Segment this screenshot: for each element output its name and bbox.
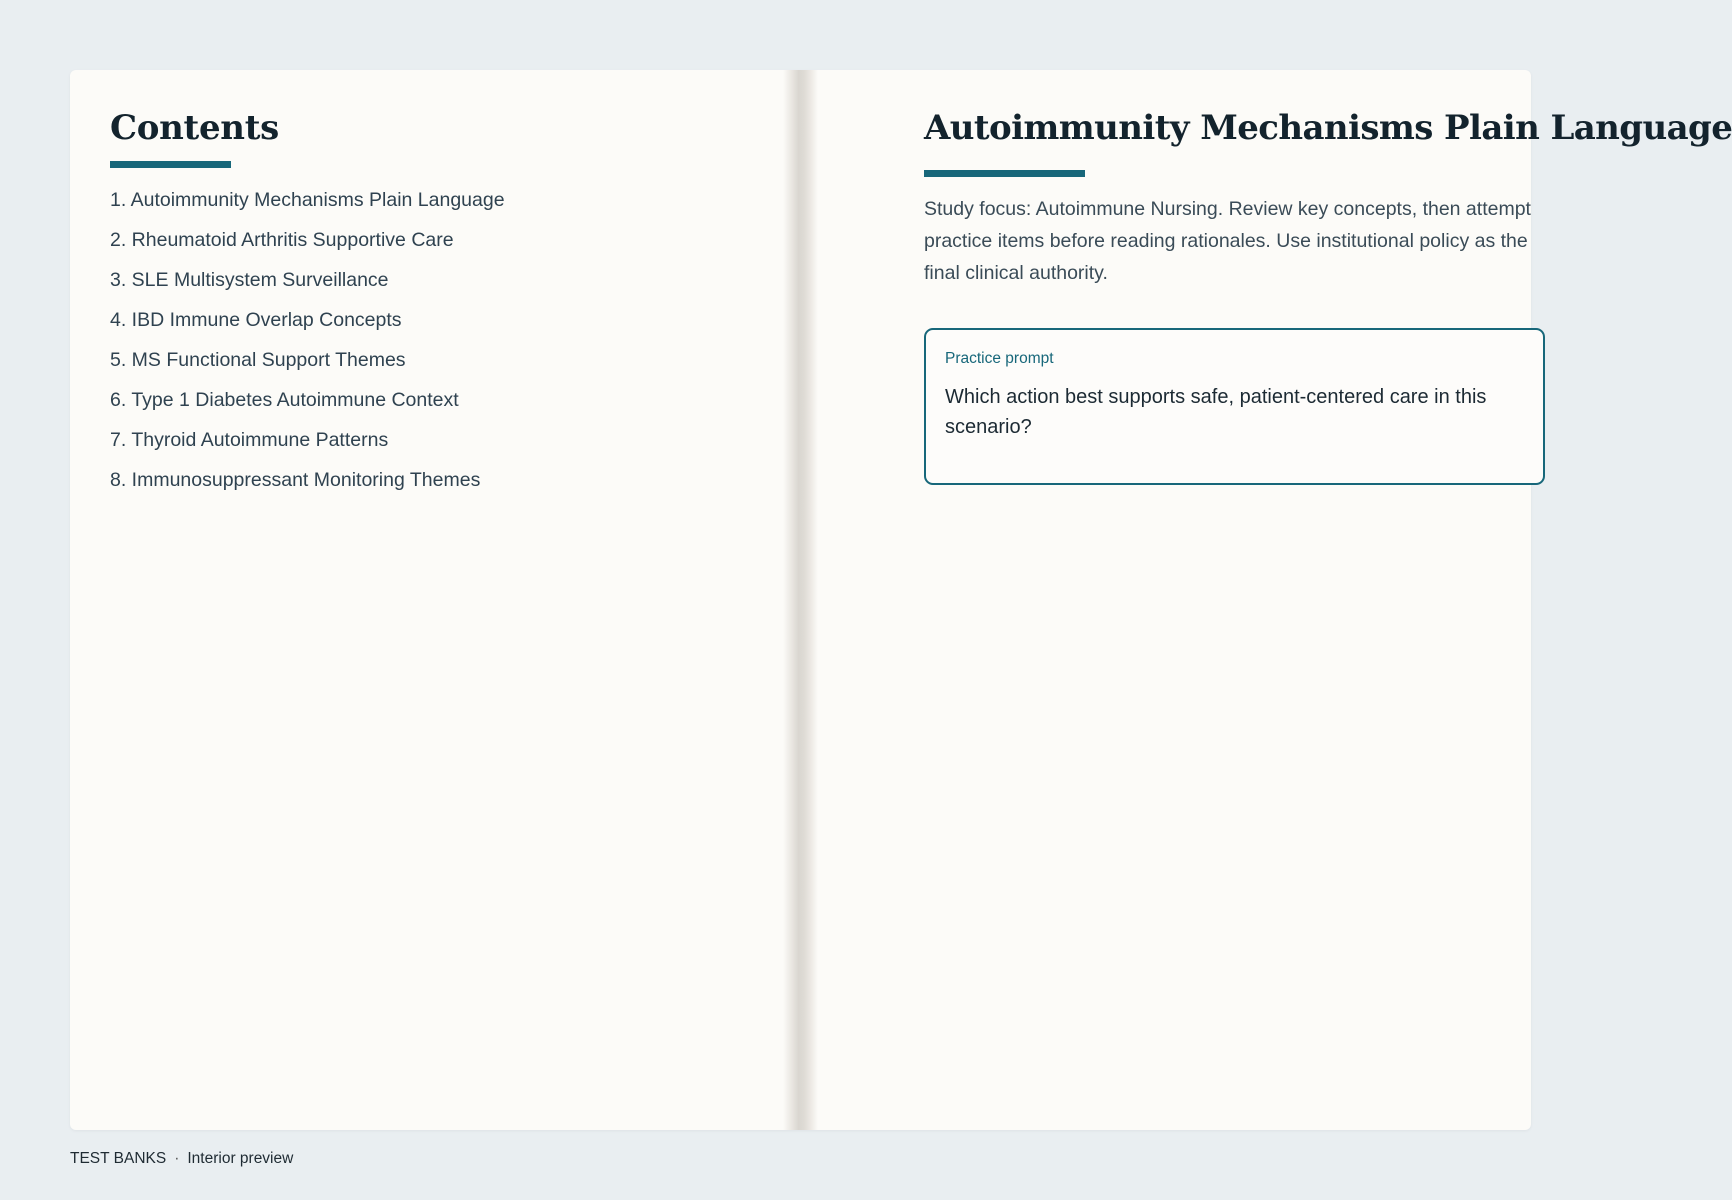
toc-item[interactable]: 6. Type 1 Diabetes Autoimmune Context bbox=[110, 389, 459, 411]
chapter-title: Autoimmunity Mechanisms Plain Language bbox=[924, 108, 1732, 148]
practice-prompt-question: Which action best supports safe, patient-centered care in this scenario? bbox=[945, 386, 1487, 438]
book-spread bbox=[70, 70, 1732, 1130]
toc-item[interactable]: 3. SLE Multisystem Surveillance bbox=[110, 269, 389, 291]
contents-title-underline bbox=[110, 161, 231, 168]
footer-brand: TEST BANKS bbox=[70, 1150, 167, 1167]
contents-title: Contents bbox=[110, 108, 279, 148]
practice-prompt-label: Practice prompt bbox=[945, 350, 1054, 367]
chapter-title-underline bbox=[924, 170, 1085, 177]
footer-label: Interior preview bbox=[187, 1150, 294, 1167]
book-spine bbox=[783, 70, 818, 1130]
toc-item[interactable]: 7. Thyroid Autoimmune Patterns bbox=[110, 429, 389, 451]
toc-item[interactable]: 1. Autoimmunity Mechanisms Plain Language bbox=[110, 189, 505, 211]
table-of-contents bbox=[110, 187, 505, 507]
footer bbox=[70, 1150, 293, 1168]
contents-page bbox=[70, 70, 783, 1130]
toc-item[interactable]: 8. Immunosuppressant Monitoring Themes bbox=[110, 469, 481, 491]
toc-item[interactable]: 2. Rheumatoid Arthritis Supportive Care bbox=[110, 229, 454, 251]
footer-separator: · bbox=[174, 1150, 180, 1167]
chapter-intro: Study focus: Autoimmune Nursing. Review key concepts, then attempt practice items before reading rationales. Use institutional policy as the final clinical authority. bbox=[924, 198, 1531, 284]
toc-item[interactable]: 4. IBD Immune Overlap Concepts bbox=[110, 309, 402, 331]
practice-prompt-card bbox=[924, 328, 1545, 485]
toc-item[interactable]: 5. MS Functional Support Themes bbox=[110, 349, 406, 371]
chapter-page bbox=[818, 70, 1732, 1130]
